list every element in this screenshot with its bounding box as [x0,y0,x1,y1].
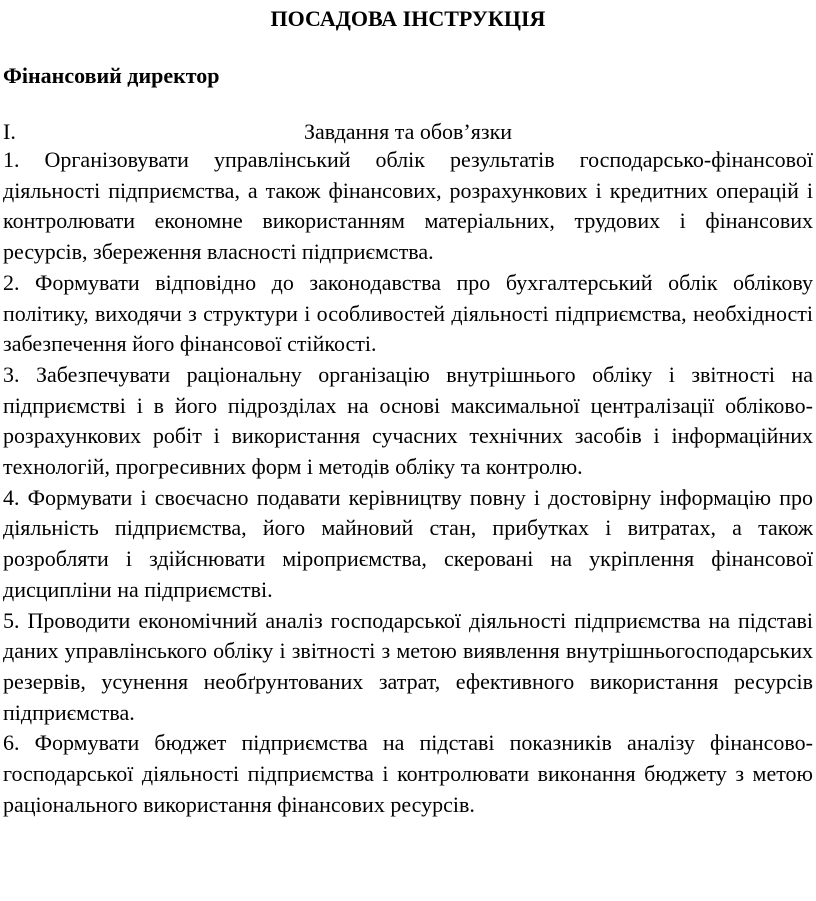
duty-item-2: 2. Формувати відповідно до законодавства про бухгалтерський облік облікову політику, виходячи з структури і особливостей діяльності підприємства, необхідності забезпечення його фінансової стійкості. [3,269,813,357]
section-title: Завдання та обов’язки [303,119,513,144]
duty-item-6: 6. Формувати бюджет підприємства на підставі показників аналізу фінансово-господарської діяльності підприємства і контролювати виконання бюджету з метою раціонального використання фінансових ресурсів. [3,730,813,817]
duty-item-1: 1. Організовувати управлінський облік результатів господарсько-фінансової діяльності підприємства, а також фінансових, розрахункових і кредитних операцій і контролювати економне використанням матеріальних, трудових і фінансових ресурсів, збереження власності підприємства. [3,147,813,265]
section-heading [3,117,813,147]
duty-item-5: 5. Проводити економічний аналіз господарської діяльності підприємства на підставі даних управлінського обліку і звітності з метою виявлення внутрішньогосподарських резервів, усунення необґрунтованих затрат, ефективного використання ресурсів підприємства. [3,607,813,725]
duties-list [3,145,813,820]
section-number: I. [3,119,16,144]
position-title: Фінансовий директор [3,63,220,88]
duty-item-3: 3. Забезпечувати раціональну організацію внутрішнього обліку і звітності на підприємстві і в його підрозділах на основі максимальної централізації обліково-розрахункових робіт і використання сучасних технічних засобів і інформаційних технологій, прогресивних форм і методів обліку та контролю. [3,361,813,480]
duty-item-4: 4. Формувати і своєчасно подавати керівництву повну і достовірну інформацію про діяльність підприємства, його майновий стан, прибутках і витратах, а також розробляти і здійснювати міроприємства, скеровані на укріплення фінансової дисципліни на підприємстві. [3,484,813,602]
document-title: ПОСАДОВА ІНСТРУКЦІЯ [270,6,546,31]
